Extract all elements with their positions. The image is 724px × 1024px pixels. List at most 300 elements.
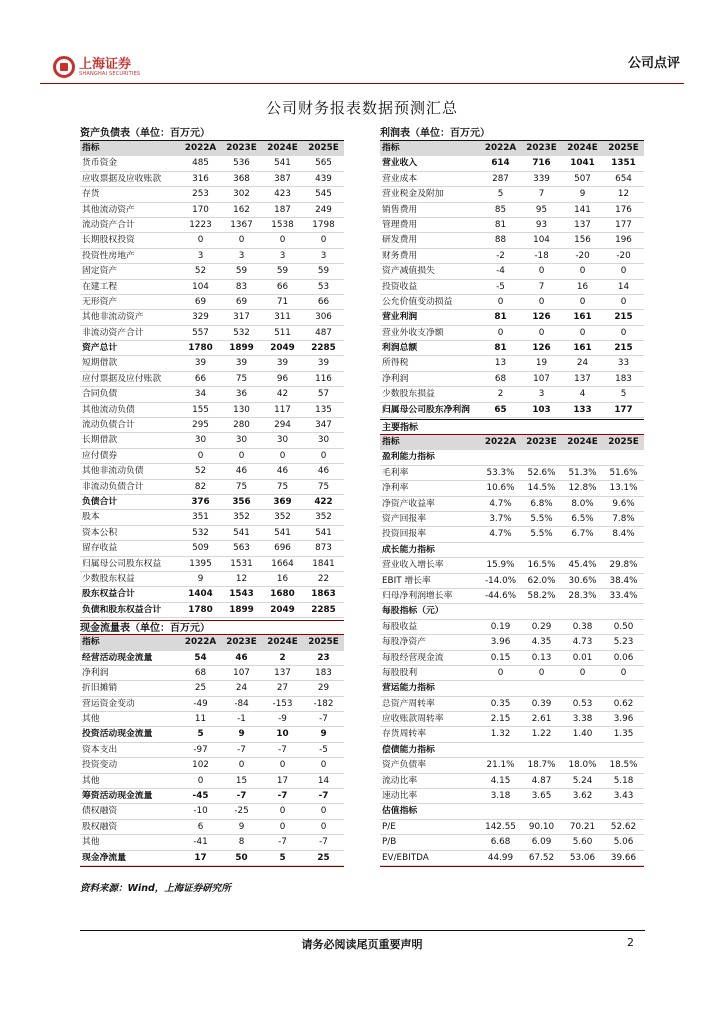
row-label: 研发费用 (382, 235, 418, 246)
value-cell: 11 (194, 714, 207, 725)
value-cell: 30.6% (568, 575, 597, 586)
value-cell: 0 (320, 235, 327, 246)
header-year-cell: 2024E (567, 437, 598, 448)
table-row (80, 280, 344, 295)
value-cell: 5.23 (613, 637, 634, 648)
value-cell: 0 (279, 235, 286, 246)
value-cell: -7 (236, 791, 247, 802)
table-row (380, 743, 644, 758)
header-year-cell: 2025E (308, 637, 339, 648)
value-cell: 27 (276, 683, 289, 694)
table-row (80, 712, 344, 727)
row-label: EBIT 增长率 (382, 575, 431, 586)
table-row (80, 743, 344, 758)
footer-disclaimer: 请务必阅读尾页重要声明 (301, 938, 423, 951)
value-cell (562, 450, 603, 464)
table-row (80, 326, 344, 341)
value-cell: 25 (194, 683, 207, 694)
value-cell: 5.5% (530, 513, 553, 524)
row-label: 股东权益合计 (82, 589, 135, 600)
value-cell: 42 (276, 389, 289, 400)
value-cell: 0 (279, 450, 286, 461)
value-cell: 2285 (311, 604, 336, 615)
value-cell: 316 (192, 173, 209, 184)
table-row (80, 310, 344, 325)
value-cell: 0.29 (531, 621, 552, 632)
row-label: 其他流动负债 (82, 404, 135, 415)
value-cell: 44.99 (487, 852, 514, 863)
table-row (380, 666, 644, 681)
row-label: 投资性房地产 (82, 250, 135, 261)
value-cell: 103 (532, 404, 551, 415)
value-cell: 0.13 (531, 652, 552, 663)
row-label: 营业税金及附加 (382, 189, 444, 200)
value-cell: 0 (197, 775, 204, 786)
value-cell: 53.3% (486, 467, 515, 478)
value-cell: 1395 (189, 558, 212, 569)
value-cell: 183 (615, 373, 632, 384)
row-label: 股本 (82, 512, 100, 523)
value-cell: 295 (192, 420, 209, 431)
row-label: 总资产周转率 (382, 698, 435, 709)
value-cell: 2.61 (531, 714, 552, 725)
value-cell: 511 (274, 327, 291, 338)
value-cell: 563 (233, 543, 250, 554)
value-cell: 29 (317, 683, 330, 694)
header-year-cell: 2025E (608, 143, 639, 153)
value-cell: 62.0% (527, 575, 556, 586)
value-cell: 0.38 (572, 621, 593, 632)
table-row (80, 697, 344, 712)
row-label: 应付债券 (82, 450, 118, 461)
table-row (380, 789, 644, 804)
value-cell: -7 (237, 744, 246, 755)
value-cell: 17 (194, 852, 207, 863)
header-year-cell: 2022A (484, 437, 517, 448)
table-row (80, 774, 344, 789)
value-cell: -49 (193, 698, 208, 709)
value-cell: 7.8% (612, 513, 635, 524)
value-cell: 614 (491, 158, 510, 169)
table-row (80, 156, 344, 171)
row-label: EV/EBITDA (382, 852, 429, 863)
value-cell: 95 (535, 204, 548, 215)
table-row (380, 450, 644, 465)
row-label: 现金净流量 (82, 852, 126, 863)
value-cell: 68 (494, 373, 507, 384)
value-cell: 329 (192, 312, 209, 323)
table-header-row (380, 435, 644, 450)
value-cell: -41 (193, 837, 208, 848)
value-cell: 1538 (271, 219, 294, 230)
value-cell: 1.35 (613, 729, 634, 740)
row-label: 非流动资产合计 (82, 327, 144, 338)
value-cell (480, 604, 521, 618)
value-cell: 104 (533, 235, 550, 246)
table-row (380, 187, 644, 202)
header-label-cell: 指标 (382, 143, 400, 153)
row-label: 公允价值变动损益 (382, 296, 453, 307)
table-row (80, 651, 344, 666)
value-cell: 1863 (311, 589, 336, 600)
table-row (80, 449, 344, 464)
cashflow-table (80, 635, 344, 867)
value-cell: 71 (276, 296, 289, 307)
value-cell: -7 (278, 837, 287, 848)
table-row (80, 172, 344, 187)
value-cell: 545 (315, 189, 332, 200)
row-label: 流动比率 (382, 775, 418, 786)
value-cell: 66 (317, 296, 330, 307)
value-cell: 4.7% (489, 498, 512, 509)
row-label: 少数股东权益 (82, 573, 135, 584)
value-cell: 19 (535, 358, 548, 369)
value-cell: 81 (494, 343, 507, 354)
value-cell: 107 (233, 667, 250, 678)
table-row (80, 495, 344, 510)
row-label: 估值指标 (382, 806, 418, 817)
value-cell: 88 (494, 235, 507, 246)
value-cell: 51.3% (568, 467, 597, 478)
value-cell: 183 (315, 667, 332, 678)
value-cell: 0.53 (572, 698, 593, 709)
value-cell: 557 (192, 327, 209, 338)
row-label: 留存收益 (82, 543, 118, 554)
table-row (80, 249, 344, 264)
table-row (80, 203, 344, 218)
value-cell: -18 (534, 250, 549, 261)
value-cell: -14.0% (484, 575, 517, 586)
value-cell: 90.10 (528, 821, 555, 832)
value-cell: 25 (317, 852, 330, 863)
value-cell: 34 (194, 389, 207, 400)
value-cell: 3.96 (490, 637, 511, 648)
value-cell: 30 (194, 435, 207, 446)
value-cell: 6.5% (571, 513, 594, 524)
value-cell: 507 (574, 173, 591, 184)
value-cell: -25 (234, 806, 249, 817)
value-cell: -20 (616, 250, 631, 261)
value-cell: 1798 (312, 219, 335, 230)
value-cell: 82 (194, 481, 207, 492)
value-cell: 24 (235, 683, 248, 694)
value-cell: 1841 (312, 558, 335, 569)
value-cell: 249 (315, 204, 332, 215)
value-cell: 356 (232, 496, 251, 507)
row-label: 应收账款周转率 (382, 714, 444, 725)
value-cell: -7 (277, 791, 288, 802)
table-row (380, 758, 644, 773)
value-cell: 9.6% (612, 498, 635, 509)
value-cell: 1223 (189, 219, 212, 230)
value-cell: 347 (315, 420, 332, 431)
value-cell: 3.43 (613, 791, 634, 802)
row-label: 每股收益 (382, 621, 418, 632)
value-cell: 2 (279, 652, 286, 663)
value-cell: 46 (235, 466, 248, 477)
value-cell: 59 (317, 266, 330, 277)
table-row (80, 341, 344, 356)
row-label: 每股经营现金流 (382, 652, 444, 663)
value-cell (603, 604, 644, 618)
value-cell: 1531 (230, 558, 253, 569)
value-cell: 253 (192, 189, 209, 200)
row-label: 其他 (82, 837, 100, 848)
value-cell: 0 (320, 450, 327, 461)
value-cell: 9 (320, 729, 327, 740)
row-label: 财务费用 (382, 250, 418, 261)
value-cell: 9 (579, 189, 586, 200)
table-row (380, 264, 644, 279)
value-cell: 177 (615, 219, 632, 230)
value-cell: 14 (617, 281, 630, 292)
value-cell: 3 (538, 389, 545, 400)
value-cell: 52 (194, 266, 207, 277)
value-cell: -9 (278, 714, 287, 725)
value-cell: 30 (317, 435, 330, 446)
header-year-cell: 2022A (484, 143, 517, 153)
value-cell: 18.7% (527, 760, 556, 771)
value-cell: 75 (235, 373, 248, 384)
row-label: 每股股利 (382, 667, 418, 678)
value-cell: 485 (192, 158, 209, 169)
table-row (380, 835, 644, 850)
value-cell: 287 (492, 173, 509, 184)
value-cell: 532 (233, 327, 250, 338)
value-cell (480, 450, 521, 464)
balance-sheet-table (80, 141, 344, 618)
header-label-cell: 指标 (82, 143, 100, 153)
value-cell (562, 743, 603, 757)
document-type: 公司点评 (627, 56, 680, 71)
value-cell: 0.06 (613, 652, 634, 663)
row-label: 净利润 (382, 373, 409, 384)
value-cell: 6 (197, 821, 204, 832)
table-row (380, 574, 644, 589)
table-row (80, 464, 344, 479)
value-cell: 439 (315, 173, 332, 184)
value-cell: 1780 (188, 604, 213, 615)
row-label: 其他非流动资产 (82, 312, 144, 323)
value-cell: 302 (233, 189, 250, 200)
value-cell: 8 (238, 837, 245, 848)
value-cell (480, 804, 521, 818)
table-row (80, 789, 344, 804)
row-label: 资产总计 (82, 343, 118, 354)
value-cell: -84 (234, 698, 249, 709)
header-year-cell: 2023E (226, 637, 257, 648)
value-cell (521, 450, 562, 464)
value-cell: 0 (538, 327, 545, 338)
row-label: 净利率 (382, 483, 409, 494)
value-cell: 0 (620, 667, 627, 678)
value-cell: 0.01 (572, 652, 593, 663)
value-cell: 509 (192, 543, 209, 554)
table-row (80, 851, 344, 866)
row-label: 资产负债率 (382, 760, 426, 771)
row-label: 毛利率 (382, 467, 409, 478)
row-label: 经营活动现金流量 (82, 652, 153, 663)
value-cell: 0 (620, 296, 627, 307)
row-label: P/E (382, 821, 396, 832)
value-cell: 18.0% (568, 760, 597, 771)
value-cell: 5 (197, 729, 204, 740)
value-cell: 280 (233, 420, 250, 431)
value-cell: 187 (274, 204, 291, 215)
row-label: 投资变动 (82, 760, 118, 771)
value-cell: 654 (615, 173, 632, 184)
page-number: 2 (627, 936, 634, 949)
row-label: 投资活动现金流量 (82, 729, 153, 740)
value-cell: 3.62 (572, 791, 593, 802)
value-cell: 36 (235, 389, 248, 400)
value-cell: 5 (497, 189, 504, 200)
value-cell (480, 681, 521, 695)
row-label: 折旧摊销 (82, 683, 118, 694)
row-label: 资产回报率 (382, 513, 426, 524)
row-label: 每股净资产 (382, 637, 426, 648)
value-cell: 6.8% (530, 498, 553, 509)
value-cell: 541 (274, 527, 291, 538)
value-cell: 66 (194, 373, 207, 384)
value-cell: 14.5% (527, 483, 556, 494)
table-row (380, 697, 644, 712)
value-cell: 352 (233, 512, 250, 523)
row-label: 资本支出 (82, 744, 118, 755)
table-row (80, 541, 344, 556)
value-cell: 0 (538, 667, 545, 678)
value-cell: 565 (315, 158, 332, 169)
value-cell: 3 (279, 250, 286, 261)
right-column (380, 126, 644, 867)
value-cell: 162 (233, 204, 250, 215)
row-label: 营业成本 (382, 173, 418, 184)
value-cell: 541 (274, 158, 291, 169)
value-cell: 177 (614, 404, 633, 415)
value-cell: 0 (579, 266, 586, 277)
table-header-row (80, 141, 344, 156)
value-cell: 137 (574, 373, 591, 384)
value-cell: 69 (194, 296, 207, 307)
value-cell: 5.24 (572, 775, 593, 786)
value-cell: 59 (276, 266, 289, 277)
table-row (380, 203, 644, 218)
value-cell: 1680 (270, 589, 295, 600)
header-year-cell: 2023E (526, 437, 557, 448)
row-label: 归母净利润增长率 (382, 590, 453, 601)
value-cell: 294 (274, 420, 291, 431)
table-row (80, 187, 344, 202)
value-cell (562, 804, 603, 818)
value-cell: 3.38 (572, 714, 593, 725)
table-row (380, 604, 644, 619)
table-row (80, 820, 344, 835)
row-label: 速动比率 (382, 791, 418, 802)
table-row (380, 341, 644, 356)
row-label: 股权融资 (82, 821, 118, 832)
row-label: 在建工程 (82, 281, 118, 292)
value-cell: 0 (238, 235, 245, 246)
value-cell: 0 (279, 821, 286, 832)
value-cell: 351 (192, 512, 209, 523)
value-cell: 39 (235, 358, 248, 369)
table-row (380, 249, 644, 264)
value-cell: 16 (576, 281, 589, 292)
value-cell: 170 (192, 204, 209, 215)
table-row (380, 218, 644, 233)
row-label: 筹资活动现金流量 (82, 791, 153, 802)
table-row (380, 372, 644, 387)
value-cell: 46 (235, 652, 248, 663)
value-cell: 311 (274, 312, 291, 323)
header-year-cell: 2024E (267, 143, 298, 153)
value-cell: 141 (574, 204, 591, 215)
value-cell: 306 (315, 312, 332, 323)
value-cell: 1404 (188, 589, 213, 600)
value-cell: 59 (235, 266, 248, 277)
value-cell: 39 (276, 358, 289, 369)
value-cell: 69 (235, 296, 248, 307)
row-label: 投资收益 (382, 281, 418, 292)
table-row (380, 681, 644, 696)
value-cell: 422 (314, 496, 333, 507)
source-note: 资料来源：Wind，上海证券研究所 (80, 883, 231, 894)
value-cell: 4.7% (489, 529, 512, 540)
table-row (380, 356, 644, 371)
value-cell: 0 (620, 266, 627, 277)
value-cell: 369 (273, 496, 292, 507)
table-row (80, 403, 344, 418)
value-cell: 6.68 (490, 837, 511, 848)
row-label: 其他非流动负债 (82, 466, 144, 477)
value-cell: 46 (317, 466, 330, 477)
value-cell: 2 (497, 389, 504, 400)
value-cell: 46 (276, 466, 289, 477)
table-row (80, 526, 344, 541)
value-cell: 57 (317, 389, 330, 400)
value-cell: 50 (235, 852, 248, 863)
table-row (80, 587, 344, 602)
value-cell: 13 (494, 358, 507, 369)
value-cell: 137 (574, 219, 591, 230)
value-cell (603, 743, 644, 757)
value-cell: 215 (614, 312, 633, 323)
row-label: 存货周转率 (382, 729, 426, 740)
value-cell: 15.9% (486, 560, 515, 571)
value-cell: -5 (496, 281, 505, 292)
value-cell: 0 (320, 760, 327, 771)
value-cell (521, 604, 562, 618)
value-cell: 161 (573, 312, 592, 323)
value-cell: 104 (192, 281, 209, 292)
table-row (80, 264, 344, 279)
value-cell: 52 (194, 466, 207, 477)
value-cell: 130 (233, 404, 250, 415)
table-row (380, 172, 644, 187)
left-column (80, 126, 344, 867)
value-cell (603, 450, 644, 464)
value-cell: 0.39 (531, 698, 552, 709)
value-cell: -7 (319, 714, 328, 725)
table-row (80, 295, 344, 310)
value-cell: 142.55 (485, 821, 516, 832)
value-cell: 0 (579, 327, 586, 338)
value-cell: 117 (274, 404, 291, 415)
value-cell: 10 (276, 729, 289, 740)
row-label: 盈利能力指标 (382, 452, 435, 463)
value-cell: 156 (574, 235, 591, 246)
value-cell (480, 543, 521, 557)
